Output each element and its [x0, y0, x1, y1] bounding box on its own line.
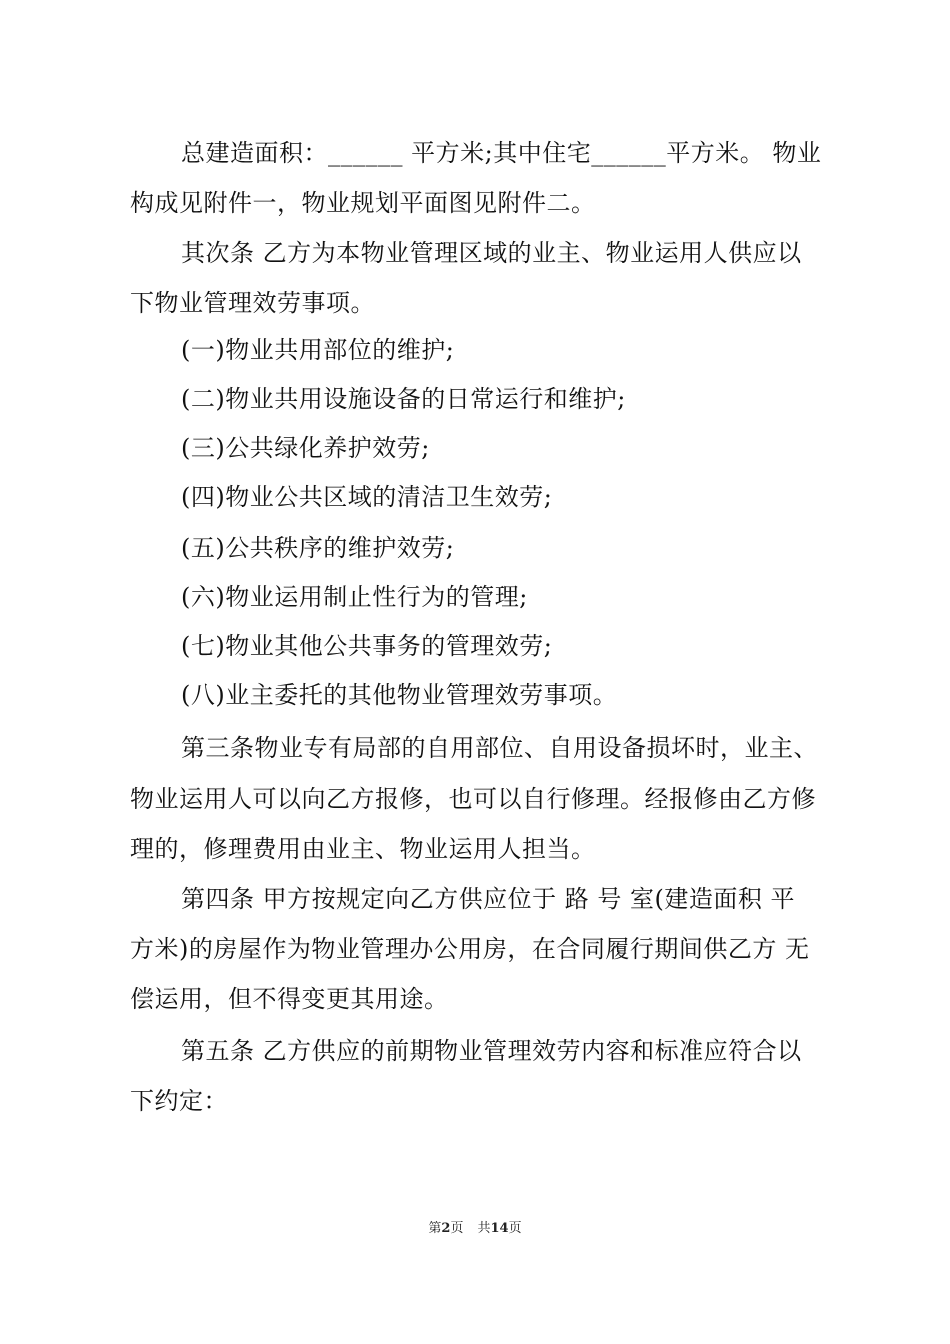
paragraph-line: 其次条 乙方为本物业管理区域的业主、物业运用人供应以: [181, 239, 802, 267]
footer-page-prefix: 第: [428, 1221, 442, 1236]
page-footer: [0, 1220, 950, 1238]
list-item: (三)公共绿化养护效劳;: [181, 434, 430, 462]
list-item: (八)业主委托的其他物业管理效劳事项。: [181, 681, 618, 709]
paragraph-line: 第三条物业专有局部的自用部位、自用设备损坏时，业主、: [181, 734, 818, 762]
paragraph-line: 第五条 乙方供应的前期物业管理效劳内容和标准应符合以: [181, 1037, 802, 1065]
list-item: (四)物业公共区域的清洁卫生效劳;: [181, 483, 553, 511]
footer-total-number: 14: [490, 1221, 509, 1236]
list-item: (一)物业共用部位的维护;: [181, 336, 455, 364]
paragraph-line: 下约定：: [130, 1087, 228, 1115]
paragraph-line: 构成见附件一，物业规划平面图见附件二。: [130, 189, 596, 217]
list-item: (七)物业其他公共事务的管理效劳;: [181, 632, 553, 660]
list-item: (六)物业运用制止性行为的管理;: [181, 583, 528, 611]
list-item: (二)物业共用设施设备的日常运行和维护;: [181, 385, 626, 413]
paragraph-line: 方米)的房屋作为物业管理办公用房，在合同履行期间供乙方 无: [130, 935, 810, 963]
paragraph-line: 下物业管理效劳事项。: [130, 289, 375, 317]
footer-total-prefix: 共: [477, 1221, 491, 1236]
footer-page-number: 2: [441, 1221, 451, 1236]
paragraph-line: 总建造面积：______ 平方米;其中住宅______平方米。 物业: [181, 139, 822, 167]
paragraph-line: 物业运用人可以向乙方报修，也可以自行修理。经报修由乙方修: [130, 785, 816, 813]
paragraph-line: 第四条 甲方按规定向乙方供应位于 路 号 室(建造面积 平: [181, 885, 796, 913]
list-item: (五)公共秩序的维护效劳;: [181, 534, 455, 562]
footer-total-suffix: 页: [508, 1221, 522, 1236]
paragraph-line: 理的，修理费用由业主、物业运用人担当。: [130, 835, 596, 863]
footer-page-suffix: 页: [450, 1221, 464, 1236]
paragraph-line: 偿运用，但不得变更其用途。: [130, 985, 449, 1013]
